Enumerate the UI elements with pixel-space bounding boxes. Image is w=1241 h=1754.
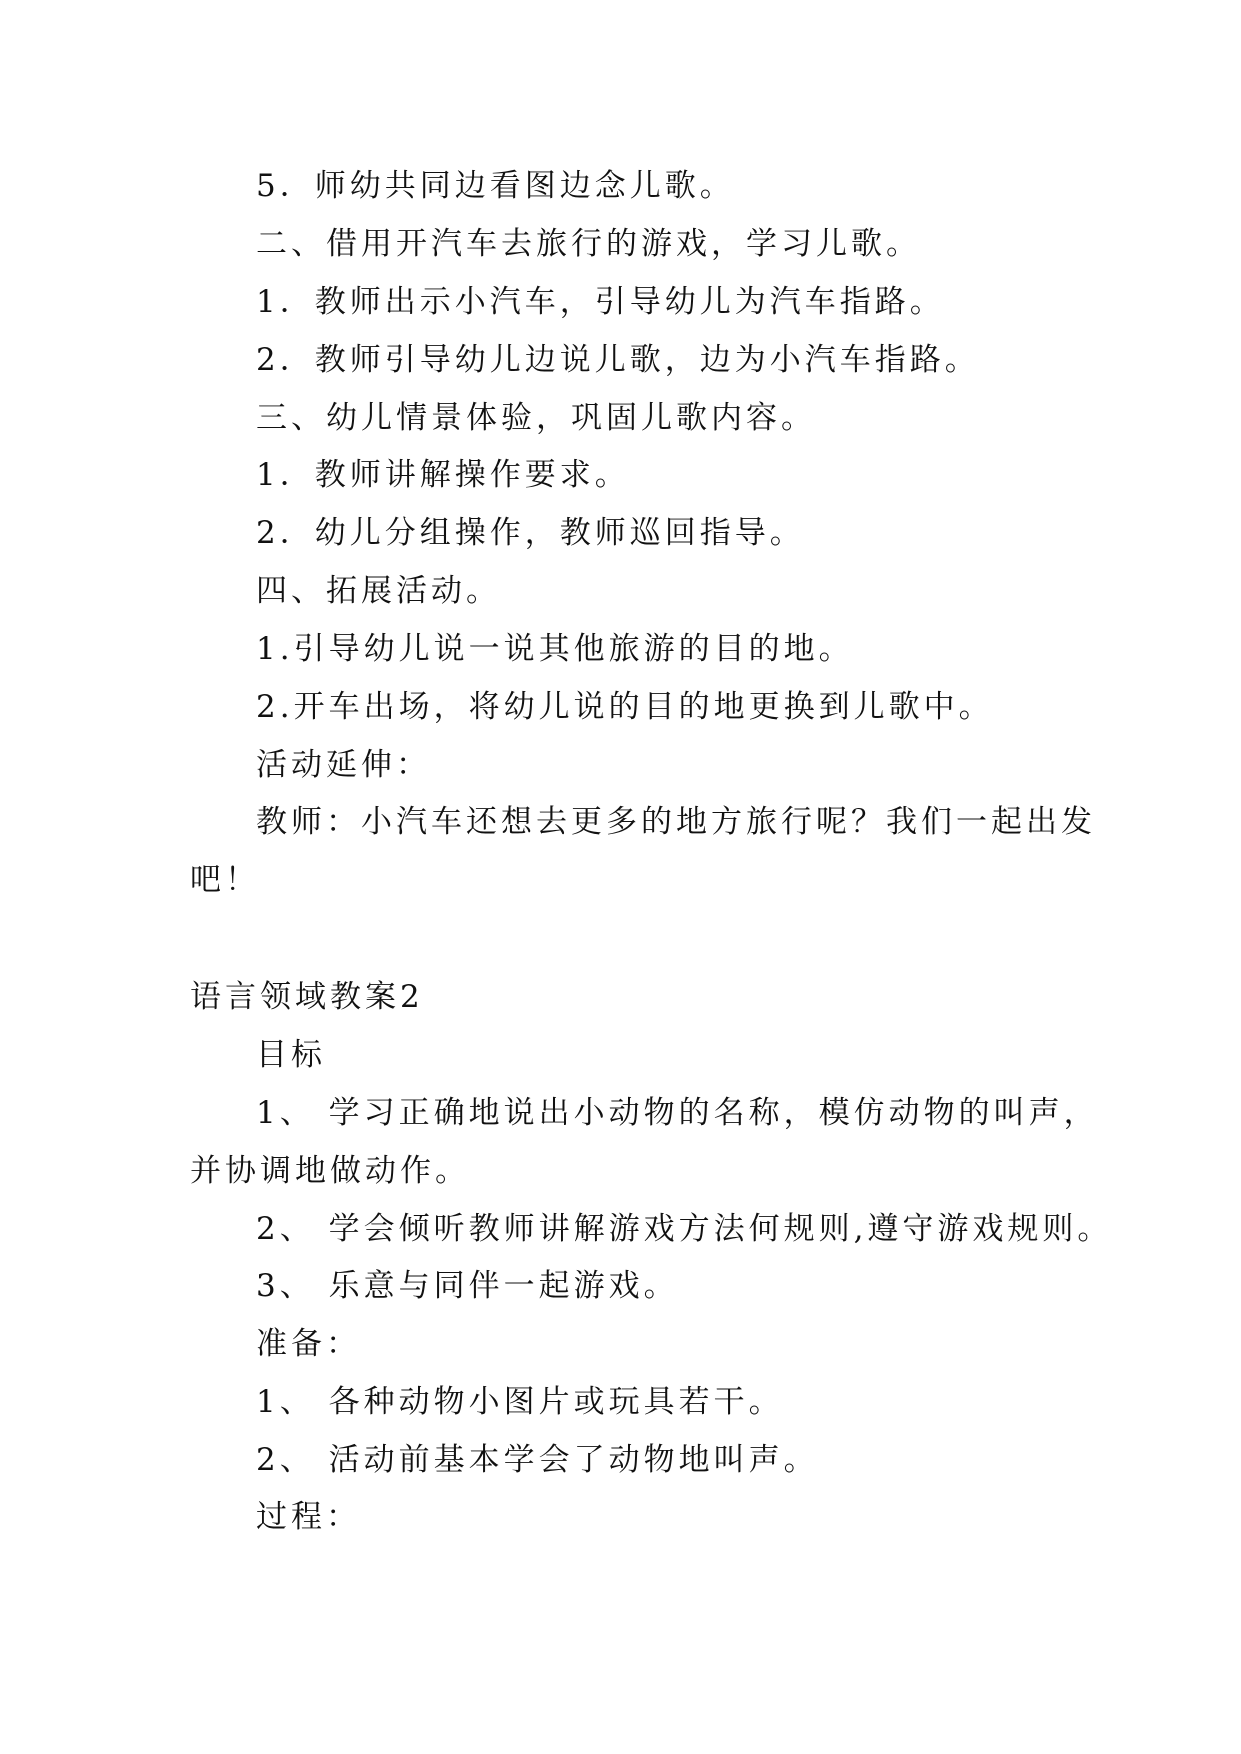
section-heading: 目标 [256, 1037, 326, 1073]
section-heading: 四、拓展活动。 [256, 573, 501, 609]
section-heading: 过程： [256, 1499, 361, 1535]
section-heading: 二、借用开汽车去旅行的游戏，学习儿歌。 [256, 226, 921, 262]
text-line: 2、 学会倾听教师讲解游戏方法何规则,遵守游戏规则。 [256, 1211, 1113, 1247]
text-line: 1.引导幼儿说一说其他旅游的目的地。 [256, 631, 854, 667]
text-line: 3、 乐意与同伴一起游戏。 [256, 1268, 679, 1304]
section-heading: 三、幼儿情景体验，巩固儿歌内容。 [256, 400, 816, 436]
text-line: 并协调地做动作。 [190, 1153, 470, 1189]
document-title: 语言领域教案2 [190, 979, 424, 1015]
text-line: 教师：小汽车还想去更多的地方旅行呢？我们一起出发 [256, 804, 1096, 840]
text-line: 1、 各种动物小图片或玩具若干。 [256, 1384, 784, 1420]
text-line: 1．教师讲解操作要求。 [256, 457, 630, 493]
text-line: 1．教师出示小汽车，引导幼儿为汽车指路。 [256, 284, 945, 320]
text-line: 2．教师引导幼儿边说儿歌，边为小汽车指路。 [256, 342, 980, 378]
text-line: 5．师幼共同边看图边念儿歌。 [256, 168, 735, 204]
text-line: 1、 学习正确地说出小动物的名称，模仿动物的叫声， [256, 1095, 1099, 1131]
text-line: 2、 活动前基本学会了动物地叫声。 [256, 1442, 819, 1478]
text-line: 吧！ [190, 862, 260, 898]
text-line: 2.开车出场，将幼儿说的目的地更换到儿歌中。 [256, 689, 994, 725]
text-line: 2．幼儿分组操作，教师巡回指导。 [256, 515, 805, 551]
section-heading: 准备： [256, 1326, 361, 1362]
section-heading: 活动延伸： [256, 747, 431, 783]
